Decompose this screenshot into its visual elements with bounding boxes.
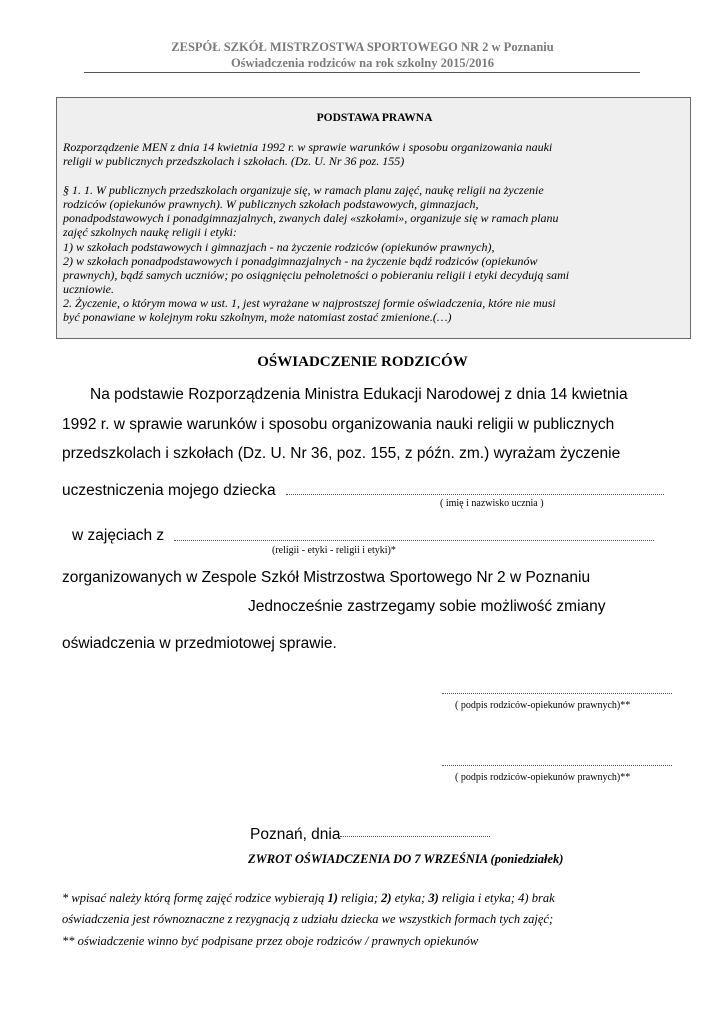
legal-line: 2) w szkołach ponadpodstawowych i ponadgimnazjalnych - na życzenie bądź rodziców (opiekunów [63, 254, 538, 268]
legal-line: prawnych), bądź samych uczniów; po osiągnięciu pełnoletności o pobieraniu religii i etyki decydują sami [63, 268, 570, 282]
legal-line: Rozporządzenie MEN z dnia 14 kwietnia 1992 r. w sprawie warunków i sposobu organizowania nauki [63, 140, 553, 154]
declaration-title: OŚWIADCZENIE RODZICÓW [257, 354, 468, 370]
parent-signature-hint-1: ( podpis rodziców-opiekunów prawnych)** [455, 700, 631, 711]
return-deadline: ZWROT OŚWIADCZENIA DO 7 WRZEŚNIA (poniedziałek) [248, 852, 564, 866]
date-field[interactable] [340, 836, 490, 837]
footnote-1-text: etyka; [391, 891, 429, 905]
legal-line: ponadpodstawowych i ponadgimnazjalnych, zwanych dalej «szkołami», organizuje się w ramach planu [63, 211, 559, 225]
header-divider [84, 72, 640, 73]
class-type-field[interactable] [174, 540, 654, 541]
parent-signature-field-1[interactable] [442, 693, 672, 694]
option-number: 3) [428, 891, 439, 905]
parent-signature-hint-2: ( podpis rodziców-opiekunów prawnych)** [455, 772, 631, 783]
parent-signature-field-2[interactable] [442, 765, 672, 766]
option-number: 2) [381, 891, 392, 905]
option-number: 1) [327, 891, 338, 905]
date-label: Poznań, dnia [250, 826, 341, 843]
document-subtitle: Oświadczenia rodziców na rok szkolny 2015/2016 [230, 56, 495, 70]
footnote-1-text: * wpisać należy którą formę zajęć rodzice wybierają [62, 891, 328, 905]
footnote-1 [62, 891, 555, 906]
footnote-1-text: religia i etyka; 4) brak [438, 891, 555, 905]
footnote-2: ** oświadczenie winno być podpisane przez oboje rodziców / prawnych opiekunów [62, 934, 479, 948]
child-name-hint: ( imię i nazwisko ucznia ) [440, 498, 544, 509]
footnote-1-text: religia; [337, 891, 382, 905]
footnote-1-continued: oświadczenia jest równoznaczne z rezygnacją z udziału dziecka we wszystkich formach tych zajęć; [62, 912, 554, 926]
class-type-label: w zajęciach z [72, 527, 165, 544]
school-name-header: ZESPÓŁ SZKÓŁ MISTRZOSTWA SPORTOWEGO NR 2 w Poznaniu [171, 40, 554, 54]
child-name-label: uczestniczenia mojego dziecka [62, 482, 276, 499]
legal-line: być ponawiane w kolejnym roku szkolnym, może natomiast zostać zmienione.(…) [63, 310, 452, 324]
legal-line: 1) w szkołach podstawowych i gimnazjach - na życzenie rodziców (opiekunów prawnych), [63, 240, 495, 254]
declaration-text-line: przedszkolach i szkołach (Dz. U. Nr 36, poz. 155, z późn. zm.) wyrażam życzenie [62, 445, 621, 462]
legal-line: 2. Życzenie, o którym mowa w ust. 1, jest wyrażane w najprostszej formie oświadczenia, które nie musi [63, 296, 556, 310]
legal-line: § 1. 1. W publicznych przedszkolach organizuje się, w ramach planu zajęć, naukę religii na życzenie [63, 183, 544, 197]
legal-basis-box [56, 97, 691, 339]
organization-line: zorganizowanych w Zespole Szkół Mistrzostwa Sportowego Nr 2 w Poznaniu [62, 569, 591, 586]
legal-line: rodziców (opiekunów prawnych). W publicznych szkołach podstawowych, gimnazjach, [63, 197, 479, 211]
declaration-text-line: 1992 r. w sprawie warunków i sposobu organizowania nauki religii w publicznych [62, 416, 615, 433]
reservation-line: Jednocześnie zastrzegamy sobie możliwość zmiany [248, 598, 606, 615]
legal-line: uczniowie. [63, 282, 114, 296]
legal-basis-title: PODSTAWA PRAWNA [316, 112, 433, 124]
legal-line: zajęć szkolnych naukę religii i etyki: [63, 225, 237, 239]
legal-line: religii w publicznych przedszkolach i szkołach. (Dz. U. Nr 36 poz. 155) [63, 154, 405, 168]
class-type-hint: (religii - etyki - religii i etyki)* [272, 545, 396, 556]
reservation-line-continued: oświadczenia w przedmiotowej sprawie. [62, 635, 337, 652]
child-name-field[interactable] [286, 494, 664, 495]
declaration-text-line: Na podstawie Rozporządzenia Ministra Edukacji Narodowej z dnia 14 kwietnia [90, 386, 628, 403]
